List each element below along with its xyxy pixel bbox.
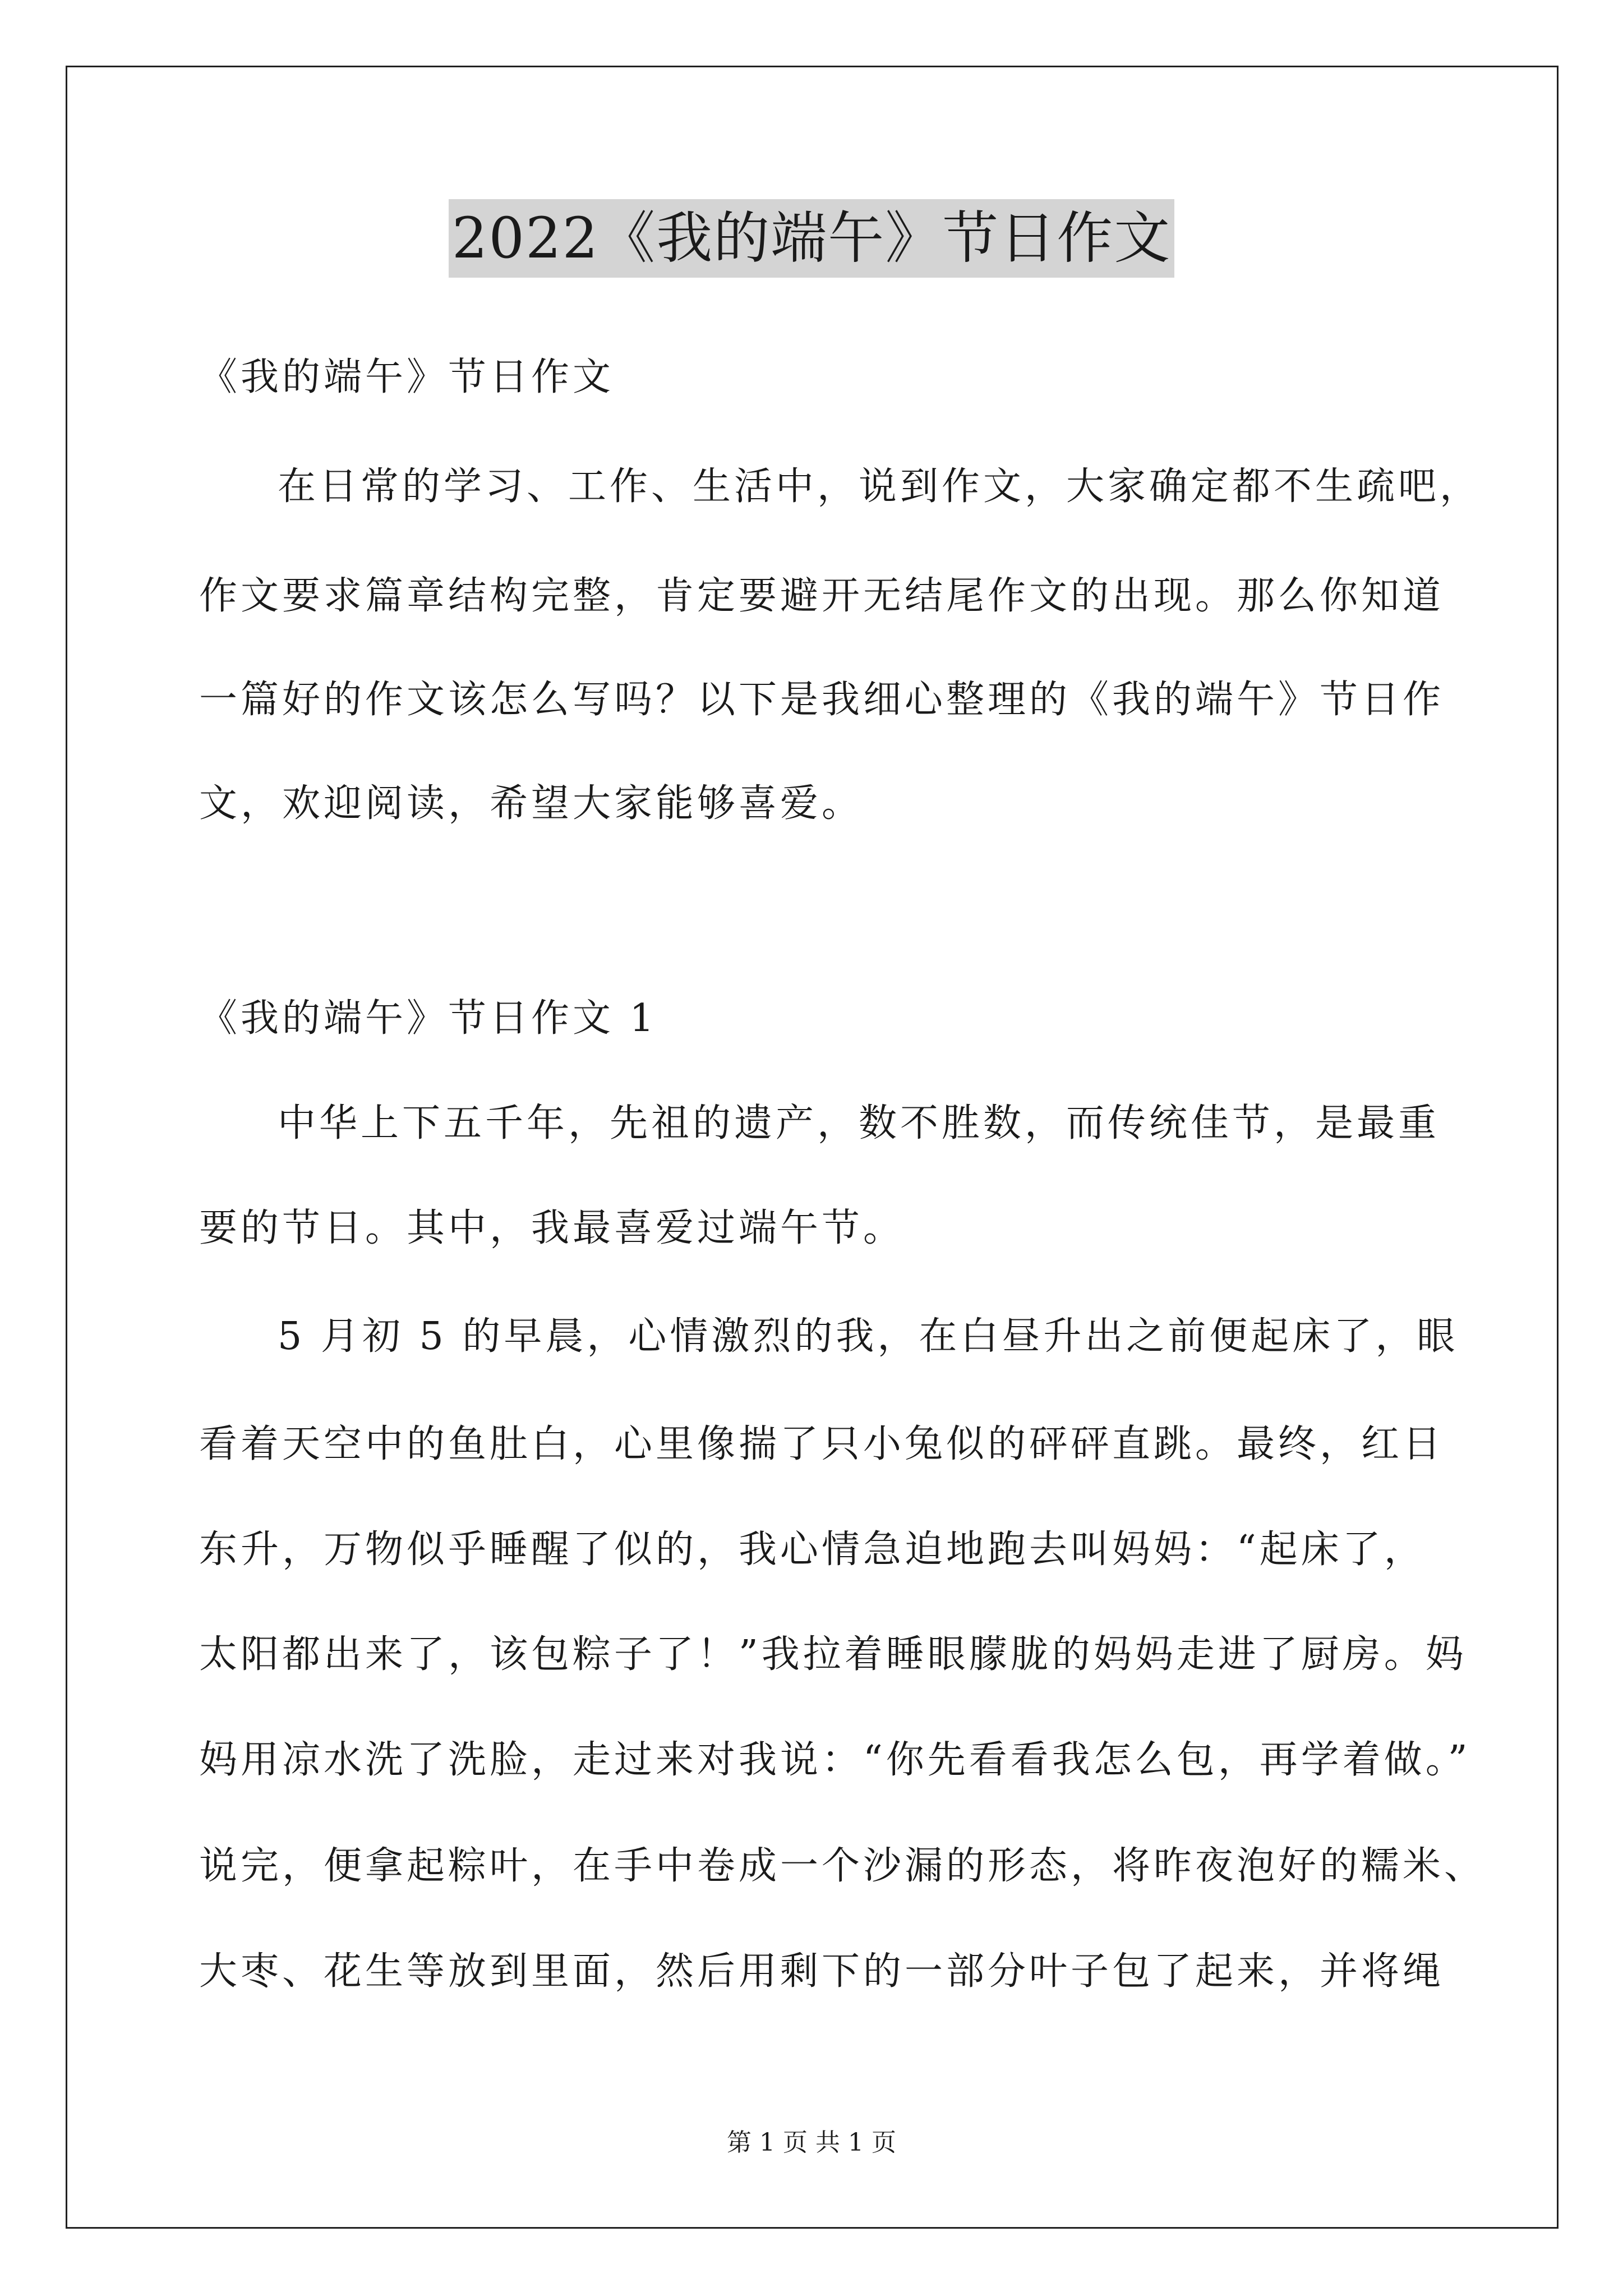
section-heading: 《我的端午》节日作文 1 xyxy=(199,996,657,1041)
paragraph-line: 东升，万物似乎睡醒了似的，我心情急迫地跑去叫妈妈：“起床了， xyxy=(199,1527,1426,1572)
paragraph-line: 中华上下五千年，先祖的遗产，数不胜数，而传统佳节，是最重 xyxy=(278,1101,1440,1145)
paragraph-line: 大枣、花生等放到里面，然后用剩下的一部分叶子包了起来，并将绳 xyxy=(199,1949,1445,1994)
paragraph-line: 作文要求篇章结构完整，肯定要避开无结尾作文的出现。那么你知道 xyxy=(199,574,1445,618)
paragraph-line: 文，欢迎阅读，希望大家能够喜爱。 xyxy=(199,781,864,826)
paragraph-line: 看着天空中的鱼肚白，心里像揣了只小兔似的砰砰直跳。最终，红日 xyxy=(199,1422,1445,1466)
paragraph-line: 太阳都出来了，该包粽子了！”我拉着睡眼朦胧的妈妈走进了厨房。妈 xyxy=(199,1632,1467,1677)
page-number-footer: 第 1 页 共 1 页 xyxy=(727,2128,896,2157)
paragraph-line: 说完，便拿起粽叶，在手中卷成一个沙漏的形态，将昨夜泡好的糯米、 xyxy=(199,1844,1486,1888)
document-title: 2022《我的端午》节日作文 xyxy=(449,199,1175,278)
paragraph-line: 在日常的学习、工作、生活中，说到作文，大家确定都不生疏吧， xyxy=(278,464,1482,509)
paragraph-line: 妈用凉水洗了洗脸，走过来对我说：“你先看看我怎么包，再学着做。” xyxy=(199,1738,1471,1782)
paragraph-line: 一篇好的作文该怎么写吗？以下是我细心整理的《我的端午》节日作 xyxy=(199,678,1445,722)
paragraph-line: 要的节日。其中，我最喜爱过端午节。 xyxy=(199,1206,905,1250)
title-container xyxy=(0,199,1623,278)
paragraph-line: 5 月初 5 的早晨，心情激烈的我，在白昼升出之前便起床了，眼 xyxy=(278,1314,1459,1359)
subtitle-heading: 《我的端午》节日作文 xyxy=(199,355,615,399)
